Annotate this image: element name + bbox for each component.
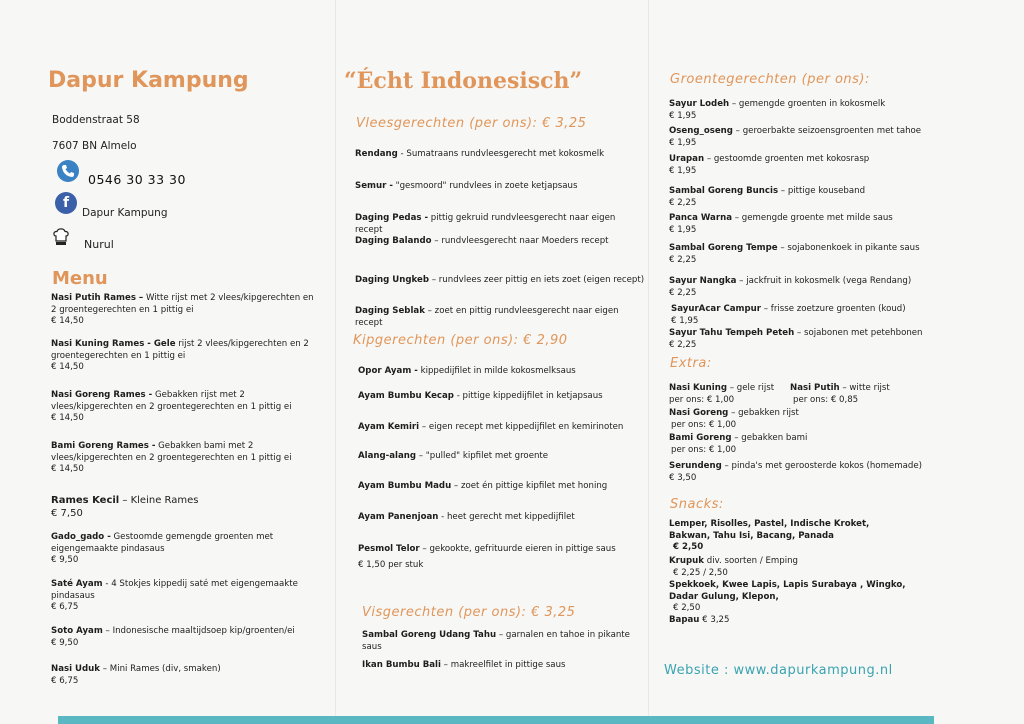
extra-item: Nasi Goreng – gebakken rijst per ons: € 1,00	[669, 408, 799, 430]
website-link[interactable]: Website : www.dapurkampung.nl	[664, 663, 893, 678]
facebook-icon: f	[55, 192, 77, 214]
section-title-kip: Kipgerechten (per ons): € 2,90	[353, 333, 568, 348]
phone-icon	[57, 160, 79, 182]
dish-item: Ayam Bumbu Kecap - pittige kippedijfilet in ketjapsaus	[358, 391, 603, 401]
dish-item: Ayam Kemiri – eigen recept met kippedijfilet en kemirinoten	[358, 422, 624, 432]
dish-item: Ayam Bumbu Madu – zoet én pittige kipfilet met honing	[358, 481, 608, 491]
snack-item: Lemper, Risolles, Pastel, Indische Kroket, Bakwan, Tahu Isi, Bacang, Panada € 2,50	[669, 519, 870, 552]
section-title-groente: Groentegerechten (per ons):	[670, 72, 870, 87]
dish-item: Alang-alang – "pulled" kipfilet met groente	[358, 451, 549, 461]
pesmol-price: € 1,50 per stuk	[358, 560, 424, 570]
brand-name: Dapur Kampung	[48, 68, 249, 93]
section-title-vlees: Vleesgerechten (per ons): € 3,25	[356, 116, 587, 131]
dish-item: Oseng_oseng – geroerbakte seizoensgroenten met tahoe € 1,95	[669, 126, 922, 148]
chef-name: Nurul	[84, 238, 114, 251]
dish-item: Pesmol Telor – gekookte, gefrituurde eieren in pittige saus	[358, 544, 616, 554]
dish-item: SayurAcar Campur – frisse zoetzure groenten (koud) € 1,95	[671, 304, 906, 326]
section-title-snacks: Snacks:	[670, 497, 724, 512]
left-column	[0, 0, 330, 724]
menu-item: Nasi Uduk – Mini Rames (div, smaken) € 6,75	[51, 664, 221, 686]
dish-item: Opor Ayam - kippedijfilet in milde kokosmelksaus	[358, 366, 576, 376]
menu-item: Saté Ayam - 4 Stokjes kippedij saté met eigengemaakte pindasaus € 6,75	[51, 579, 298, 612]
middle-column	[335, 0, 645, 724]
dish-item: Sayur Tahu Tempeh Peteh – sojabonen met petehbonen € 2,25	[669, 328, 923, 350]
dish-item: Daging Pedas - pittig gekruid rundvleesgerecht naar eigen recept	[355, 213, 616, 235]
dish-item: Daging Seblak – zoet en pittig rundvleesgerecht naar eigen recept	[355, 306, 619, 328]
chef-hat-icon	[53, 228, 69, 246]
menu-item: Bami Goreng Rames - Gebakken bami met 2 vlees/kipgerechten en 2 groentegerechten en 1 pittig ei € 14,50	[51, 441, 292, 474]
menu-item: Nasi Goreng Rames - Gebakken rijst met 2 vlees/kipgerechten en 2 groentegerechten en 1 pittig ei € 14,50	[51, 390, 292, 423]
footer-bar	[58, 716, 934, 724]
menu-item: Soto Ayam – Indonesische maaltijdsoep kip/groenten/ei € 9,50	[51, 626, 295, 648]
snack-item: Krupuk div. soorten / Emping € 2,25 / 2,50	[669, 556, 799, 578]
menu-item: Rames Kecil – Kleine Rames € 7,50	[51, 495, 199, 519]
right-column	[648, 0, 1024, 724]
dish-item: Ikan Bumbu Bali – makreelfilet in pittige saus	[362, 660, 566, 670]
extra-item: Nasi Kuning – gele rijst per ons: € 1,00	[669, 383, 775, 405]
menu-item: Nasi Kuning Rames - Gele rijst 2 vlees/kipgerechten en 2 groentegerechten en 1 pittig ei € 14,50	[51, 339, 309, 372]
facebook-name[interactable]: Dapur Kampung	[82, 207, 168, 219]
dish-item: Sambal Goreng Buncis – pittige kouseband € 2,25	[669, 186, 866, 208]
menu-item: Nasi Putih Rames – Witte rijst met 2 vlees/kipgerechten en 2 groentegerechten en 1 pittig ei € 14,50	[51, 293, 314, 326]
dish-item: Rendang - Sumatraans rundvleesgerecht met kokosmelk	[355, 149, 605, 159]
snack-item: Bapau € 3,25	[669, 615, 730, 625]
dish-item: Sambal Goreng Udang Tahu – garnalen en tahoe in pikante saus	[362, 630, 630, 652]
dish-item: Sambal Goreng Tempe – sojabonenkoek in pikante saus € 2,25	[669, 243, 920, 265]
extra-item: Nasi Putih – witte rijst per ons: € 0,85	[790, 383, 890, 405]
address-city: 7607 BN Almelo	[52, 140, 137, 152]
section-title-vis: Visgerechten (per ons): € 3,25	[362, 605, 576, 620]
dish-item: Sayur Nangka – jackfruit in kokosmelk (vega Rendang) € 2,25	[669, 276, 912, 298]
phone-number[interactable]: 0546 30 33 30	[88, 172, 186, 187]
dish-item: Semur - "gesmoord" rundvlees in zoete ketjapsaus	[355, 181, 578, 191]
extra-item: Serundeng – pinda's met geroosterde kokos (homemade) € 3,50	[669, 461, 922, 483]
dish-item: Daging Balando – rundvleesgerecht naar Moeders recept	[355, 236, 609, 246]
dish-item: Ayam Panenjoan - heet gerecht met kippedijfilet	[358, 512, 575, 522]
slogan: “Écht Indonesisch”	[344, 68, 583, 94]
address-street: Boddenstraat 58	[52, 114, 140, 126]
snack-item: Spekkoek, Kwee Lapis, Lapis Surabaya , Wingko, Dadar Gulung, Klepon, € 2,50	[669, 580, 906, 613]
menu-item: Gado_gado - Gestoomde gemengde groenten met eigengemaakte pindasaus € 9,50	[51, 532, 274, 565]
dish-item: Sayur Lodeh – gemengde groenten in kokosmelk € 1,95	[669, 99, 886, 121]
dish-item: Urapan – gestoomde groenten met kokosrasp € 1,95	[669, 154, 870, 176]
dish-item: Panca Warna – gemengde groente met milde saus € 1,95	[669, 213, 893, 235]
dish-item: Daging Ungkeb – rundvlees zeer pittig en iets zoet (eigen recept)	[355, 275, 645, 285]
menu-title: Menu	[52, 268, 108, 289]
section-title-extra: Extra:	[670, 356, 712, 371]
extra-item: Bami Goreng – gebakken bami per ons: € 1,00	[669, 433, 808, 455]
